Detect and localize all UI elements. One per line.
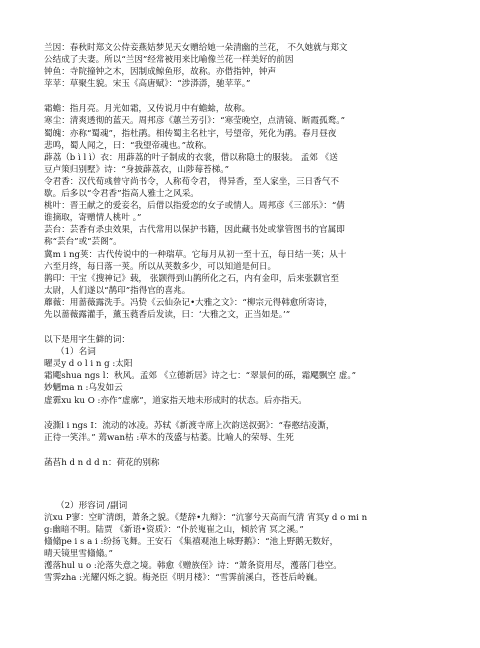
text-line: 沆xu P寥：空旷清朗，萧条之貌。《楚辞•九辩》：“沆寥兮天高而气清 宵冥y d o mi n xyxy=(44,513,368,523)
text-line: 曜灵y d o l i n g :太阳 xyxy=(44,359,133,370)
text-line: 悲鸣，蜀人闻之，曰：“我望帝魂也。”故称。 xyxy=(44,140,212,151)
section-vocabulary-1 xyxy=(44,42,440,90)
text-line: 虚霩xu ku O :亦作“虚廓”，道家指天地未形成时的状态。后亦指天。 xyxy=(44,395,307,406)
text-line: 太尉，人们遂以“鹊印”指得官的喜兆。 xyxy=(44,285,191,296)
spacer xyxy=(44,469,440,500)
text-line: 六至月终，每日落一荚。所以从荚数多少，可以知道是何日。 xyxy=(44,261,277,272)
subsection-heading: （2）形容词 /副词 xyxy=(56,500,128,511)
spacer xyxy=(44,90,440,103)
text-line: 芸台：芸香有杀虫效果，古代常用以保护书籍，因此藏书处或掌管图书的官属即 xyxy=(44,225,345,236)
text-line: 薜荔（b ì l ì）衣：用薜荔的叶子制成的衣裳，借以称隐士的服装。 孟郊 《送 xyxy=(44,152,338,163)
spacer xyxy=(44,321,440,334)
text-line: 冀m i ng荚：古代传说中的一种瑞草。它每月从初一至十五，每日结一荚；从十 xyxy=(44,249,347,260)
text-line: 蜀魄：亦称“蜀魂”，指杜鹃。相传蜀主名杜宇，号望帝，死化为鹃。春月昼夜 xyxy=(44,128,337,139)
text-line: 妙魉ma n :乌发如云 xyxy=(44,383,123,394)
text-line: 兰因：春秋时郑文公侍妾燕姞梦见天女赠给她一朵清幽的兰花， 不久她就与郑文 xyxy=(44,43,348,53)
text-line: 雪霁zha :光耀闪烁之貌。梅尧臣《明月楼》：“雪霁前溪白，苍苍后岭巍。 xyxy=(44,573,323,584)
spacer xyxy=(44,444,440,457)
text-line: 霜蟾：指月亮。月光如霜，又传说月中有蟾蜍，故称。 xyxy=(44,104,251,115)
text-line: 濩落hul u o :沦落失意之境。韩愈《赠族侄》诗：“萧条资用尽，濩落门巷空。 xyxy=(44,561,342,572)
text-line: 令君香：汉代荀彧曾守尚书令，人称荀令君， 得异香，至人家坐，三日香气不 xyxy=(44,176,339,187)
text-line: 寒尘：清爽透彻的蓝天。周邦彦《蕙兰芳引》：“寒莹晚空，点清镜、断霞孤鹜。” xyxy=(44,116,345,127)
text-line: 鹊印：干宝《搜神记》载， 张颢得到山鹊所化之石，内有金印，后来张颢官至 xyxy=(44,273,339,284)
text-line: 桃叶：晋王献之的爱妾名，后借以指爱恋的女子或情人。周邦彦《三部乐》：“倩 xyxy=(44,201,345,212)
spacer xyxy=(44,407,440,420)
text-line: 霜飔shua ngs l：秋风。孟郊 《立德新居》诗之七：“翠景何的砾，霜飔飘空 虚。” xyxy=(44,371,357,382)
section-heading: 以下是用字生僻的词： xyxy=(44,335,130,346)
text-line: 公结成了夫妻。所以“兰因”经常被用来比喻像兰花一样美好的前因 xyxy=(44,55,294,66)
text-line: 凌澌l i ngs I：流动的冰凌。苏轼《新渡寺席上次韵送叔弼》：“春憨结凌澌， xyxy=(44,420,335,431)
section-rare-words-nouns-3 xyxy=(44,457,440,469)
text-line: g:幽暗不明。陆贾 《新语•资质》：“仆於嵬崔之山，倾於宵 冥之溪。” xyxy=(44,525,304,536)
text-line: 歇。后多以“令君香”指高人雅士之风采。 xyxy=(44,189,199,200)
text-line: 称“芸台”或“芸阁”。 xyxy=(44,237,122,248)
text-line: 菡萏h d n d d n：荷花的别称 xyxy=(44,457,160,468)
section-rare-words-nouns xyxy=(44,334,440,407)
section-rare-words-nouns-2 xyxy=(44,420,440,444)
section-rare-words-adjectives xyxy=(44,500,440,585)
section-vocabulary-2 xyxy=(44,103,440,321)
text-line: 先以蔷薇露灌手，薰玉蕤香后发读，曰：‘大雅之文，正当如是。’” xyxy=(44,309,291,320)
text-line: 谁摘取，寄赠情人桃叶 。” xyxy=(44,213,142,224)
text-line: 蘼薇：用蔷薇露洗手。冯贽《云仙杂记•大雅之文》：“柳宗元得韩愈所寄诗， xyxy=(44,297,333,308)
text-line: 晴天镜里雪翛翛。” xyxy=(44,549,113,560)
text-line: 豆卢策归别墅》诗：“身披薜荔衣，山陟莓苔梯。” xyxy=(44,164,229,175)
text-line: 苹苹：草聚生貌。宋玉《高唐赋》：“涉漭漭，驰苹苹。” xyxy=(44,79,251,90)
text-line: 钟鱼：寺院撞钟之木，因制成鲸鱼形，故称。亦借指钟，钟声 xyxy=(44,67,277,78)
subsection-heading: （1）名词 xyxy=(56,347,96,358)
text-line: 翛翛pe i s a i :纷扬飞舞。王安石 《集禧观池上咏野鹅》：“池上野鹅无数好， xyxy=(44,537,339,548)
text-line: 正待一笑泮。” 蔫wan枯 :草木的茂盛与枯萎。比喻人的荣辱、生死 xyxy=(44,432,294,443)
